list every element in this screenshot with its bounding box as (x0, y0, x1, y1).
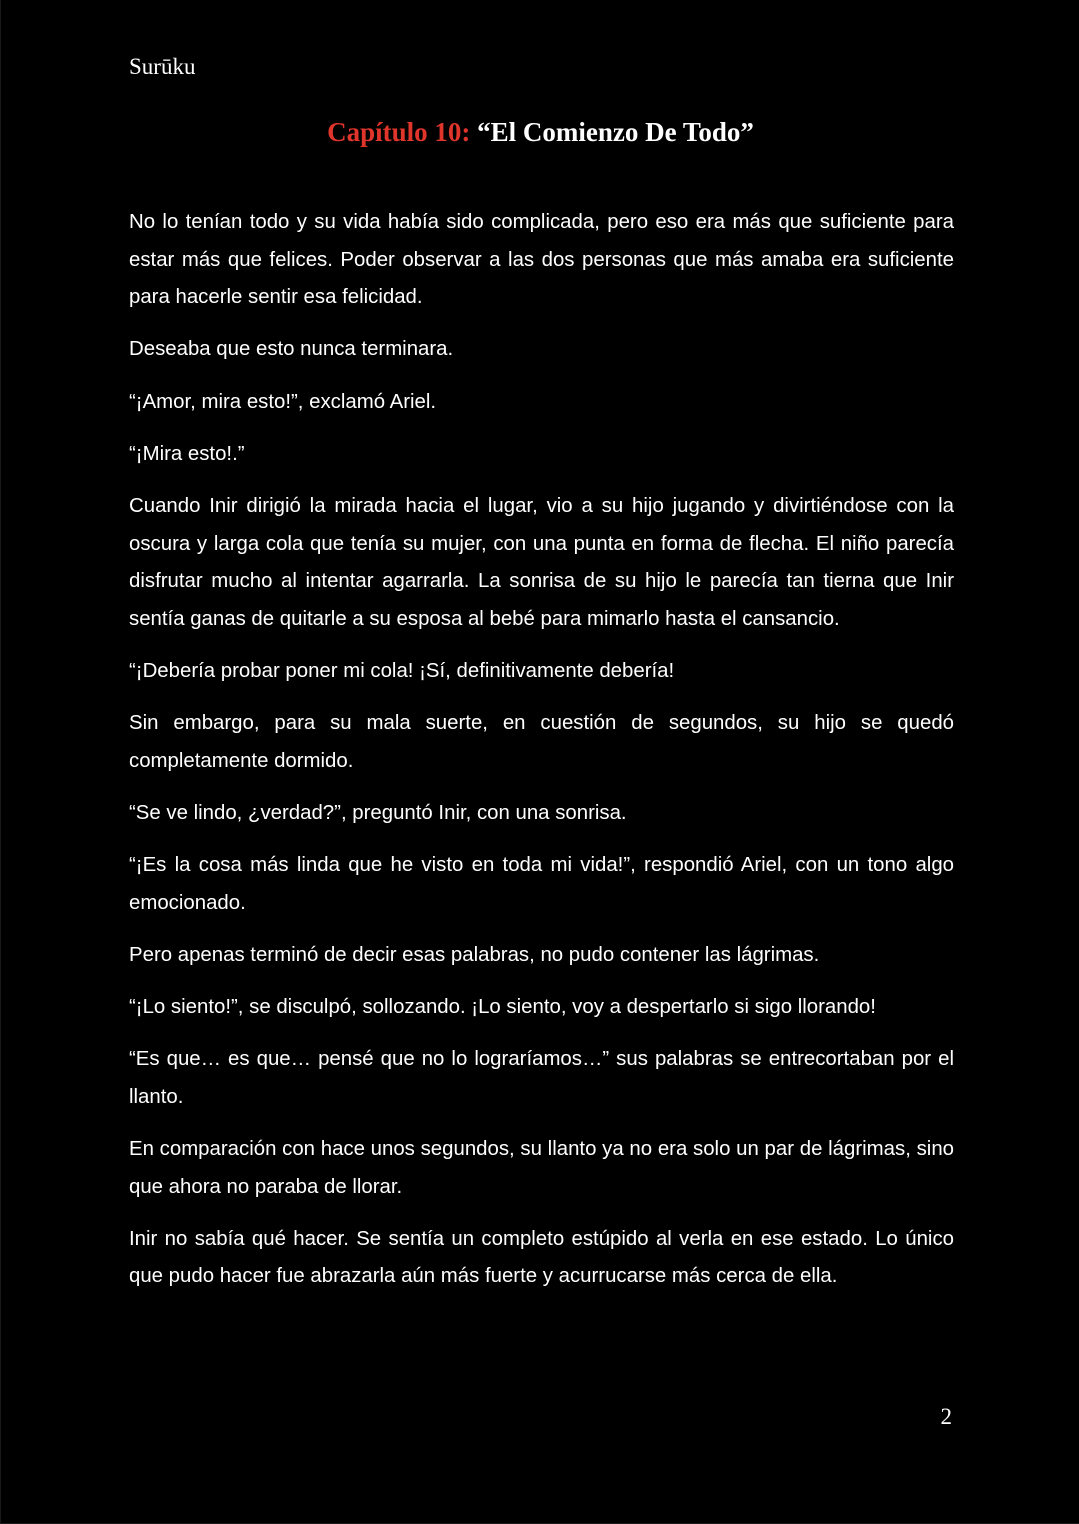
paragraph: “Es que… es que… pensé que no lo lograríamos…” sus palabras se entrecortaban por el llanto. (129, 1048, 954, 1108)
paragraph: Cuando Inir dirigió la mirada hacia el lugar, vio a su hijo jugando y divirtiéndose con la oscura y larga cola que tenía su mujer, con una punta en forma de flecha. El niño parecía disfrutar mucho al intentar agarrarla. La sonrisa de su hijo le parecía tan tierna que Inir sentía ganas de quitarle a su esposa al bebé para mimarlo hasta el cansancio. (129, 494, 954, 630)
header-author: Surūku (129, 54, 196, 79)
paragraph: No lo tenían todo y su vida había sido complicada, pero eso era más que suficiente para estar más que felices. Poder observar a las dos personas que más amaba era suficiente para hacerle sentir esa felicidad. (129, 211, 954, 309)
chapter-body (129, 204, 954, 1311)
paragraph: Deseaba que esto nunca terminara. (129, 338, 454, 361)
paragraph: Sin embargo, para su mala suerte, en cuestión de segundos, su hijo se quedó completamente dormido. (129, 712, 954, 772)
paragraph: En comparación con hace unos segundos, su llanto ya no era solo un par de lágrimas, sino que ahora no paraba de llorar. (129, 1138, 954, 1198)
chapter-title (1, 117, 1079, 148)
paragraph: “¡Mira esto!.” (129, 442, 245, 465)
paragraph: Pero apenas terminó de decir esas palabras, no pudo contener las lágrimas. (129, 943, 820, 966)
paragraph: “¡Debería probar poner mi cola! ¡Sí, definitivamente debería! (129, 659, 675, 682)
page-number: 2 (940, 1404, 952, 1429)
paragraph: “¡Amor, mira esto!”, exclamó Ariel. (129, 390, 437, 413)
paragraph: “Se ve lindo, ¿verdad?”, preguntó Inir, con una sonrisa. (129, 801, 627, 824)
chapter-label: Capítulo 10: (327, 117, 471, 147)
paragraph: Inir no sabía qué hacer. Se sentía un completo estúpido al verla en ese estado. Lo único que pudo hacer fue abrazarla aún más fuerte y acurrucarse más cerca de ella. (129, 1227, 954, 1288)
chapter-name: “El Comienzo De Todo” (477, 117, 754, 147)
paragraph: “¡Lo siento!”, se disculpó, sollozando. ¡Lo siento, voy a despertarlo si sigo llorando! (129, 996, 876, 1019)
paragraph: “¡Es la cosa más linda que he visto en toda mi vida!”, respondió Ariel, con un tono algo emocionado. (129, 854, 954, 914)
